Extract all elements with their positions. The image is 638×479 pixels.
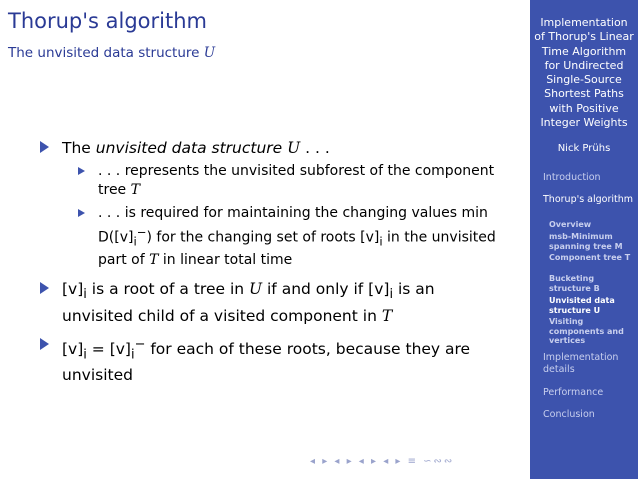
emphasis: unvisited data structure bbox=[95, 139, 288, 157]
superscript: − bbox=[134, 336, 146, 352]
math-symbol: T bbox=[130, 182, 140, 198]
sidebar bbox=[530, 0, 638, 479]
sidebar-title: Implementation of Thorup's Linear Time Algorithm for Undirected Single-Source Shortest Paths with Positive Integer Weights bbox=[534, 16, 634, 130]
sidebar-section-conclusion[interactable]: Conclusion bbox=[543, 409, 595, 420]
subscript: i bbox=[130, 346, 135, 362]
sub-bullet-2 bbox=[62, 204, 500, 270]
sidebar-subsection-visiting[interactable]: Visiting components and vertices bbox=[549, 317, 624, 345]
sidebar-subsection-overview[interactable]: Overview bbox=[549, 220, 592, 229]
text: for each of these roots, because they are unvisited bbox=[62, 339, 471, 384]
slide-content bbox=[40, 138, 500, 394]
sidebar-author: Nick Prühs bbox=[557, 143, 611, 154]
sidebar-section-implementation-details[interactable]: Implementation details bbox=[543, 352, 619, 375]
triangle-bullet-icon bbox=[78, 209, 85, 217]
sidebar-subsection-bucketing[interactable]: Bucketing structure B bbox=[549, 274, 600, 293]
subscript: i bbox=[379, 234, 383, 249]
math-symbol: T bbox=[149, 252, 159, 269]
frame-title: Thorup's algorithm bbox=[8, 9, 207, 33]
text: . . . bbox=[300, 139, 330, 157]
text: . . . is required for maintaining the changing values min D([v] bbox=[98, 205, 488, 246]
bullet-item-2 bbox=[40, 279, 500, 325]
text: if and only if [v] bbox=[262, 280, 390, 299]
triangle-bullet-icon bbox=[40, 141, 49, 153]
subscript: i bbox=[83, 287, 87, 303]
sidebar-section-thorups-algorithm[interactable]: Thorup's algorithm bbox=[543, 194, 634, 205]
subscript: i bbox=[133, 234, 137, 249]
text: in linear total time bbox=[158, 252, 293, 269]
subtitle-text: The unvisited data structure bbox=[8, 45, 204, 61]
sidebar-section-performance[interactable]: Performance bbox=[543, 387, 604, 398]
text: is an unvisited child of a visited component in bbox=[62, 280, 435, 325]
sidebar-subsection-component-tree[interactable]: Component tree T bbox=[549, 253, 631, 262]
text: . . . represents the unvisited subforest of the component tree bbox=[98, 163, 495, 198]
bullet-item-3 bbox=[40, 335, 500, 385]
triangle-bullet-icon bbox=[40, 338, 49, 350]
math-symbol: U bbox=[287, 139, 301, 157]
sidebar-section-introduction[interactable]: Introduction bbox=[543, 172, 601, 183]
subscript: i bbox=[83, 346, 87, 362]
sidebar-subsection-unvisited[interactable]: Unvisited data structure U bbox=[549, 296, 615, 315]
triangle-bullet-icon bbox=[40, 282, 49, 294]
text: [v] bbox=[62, 280, 84, 299]
text: in the unvisited part of bbox=[98, 229, 496, 269]
beamer-navigation-symbols[interactable]: ◂ ▸ ◂ ▸ ◂ ▸ ◂ ▸ ≡ ∽∾∾ bbox=[310, 456, 455, 467]
sub-bullet-1 bbox=[62, 162, 500, 200]
bullet-item-1 bbox=[40, 138, 500, 270]
superscript: − bbox=[136, 225, 147, 239]
subtitle-symbol: U bbox=[203, 45, 216, 61]
subscript: i bbox=[389, 287, 394, 303]
triangle-bullet-icon bbox=[78, 167, 85, 175]
text: is a root of a tree in bbox=[86, 280, 249, 299]
sidebar-subsection-msb-mst[interactable]: msb-Minimum spanning tree M bbox=[549, 232, 623, 251]
text: [v] bbox=[62, 339, 84, 358]
text: ) for the changing set of roots [v] bbox=[146, 229, 380, 246]
text: The bbox=[62, 139, 96, 157]
math-symbol: U bbox=[249, 280, 263, 299]
math-symbol: T bbox=[381, 306, 393, 325]
text: = [v] bbox=[86, 339, 131, 358]
frame-subtitle bbox=[8, 45, 215, 61]
